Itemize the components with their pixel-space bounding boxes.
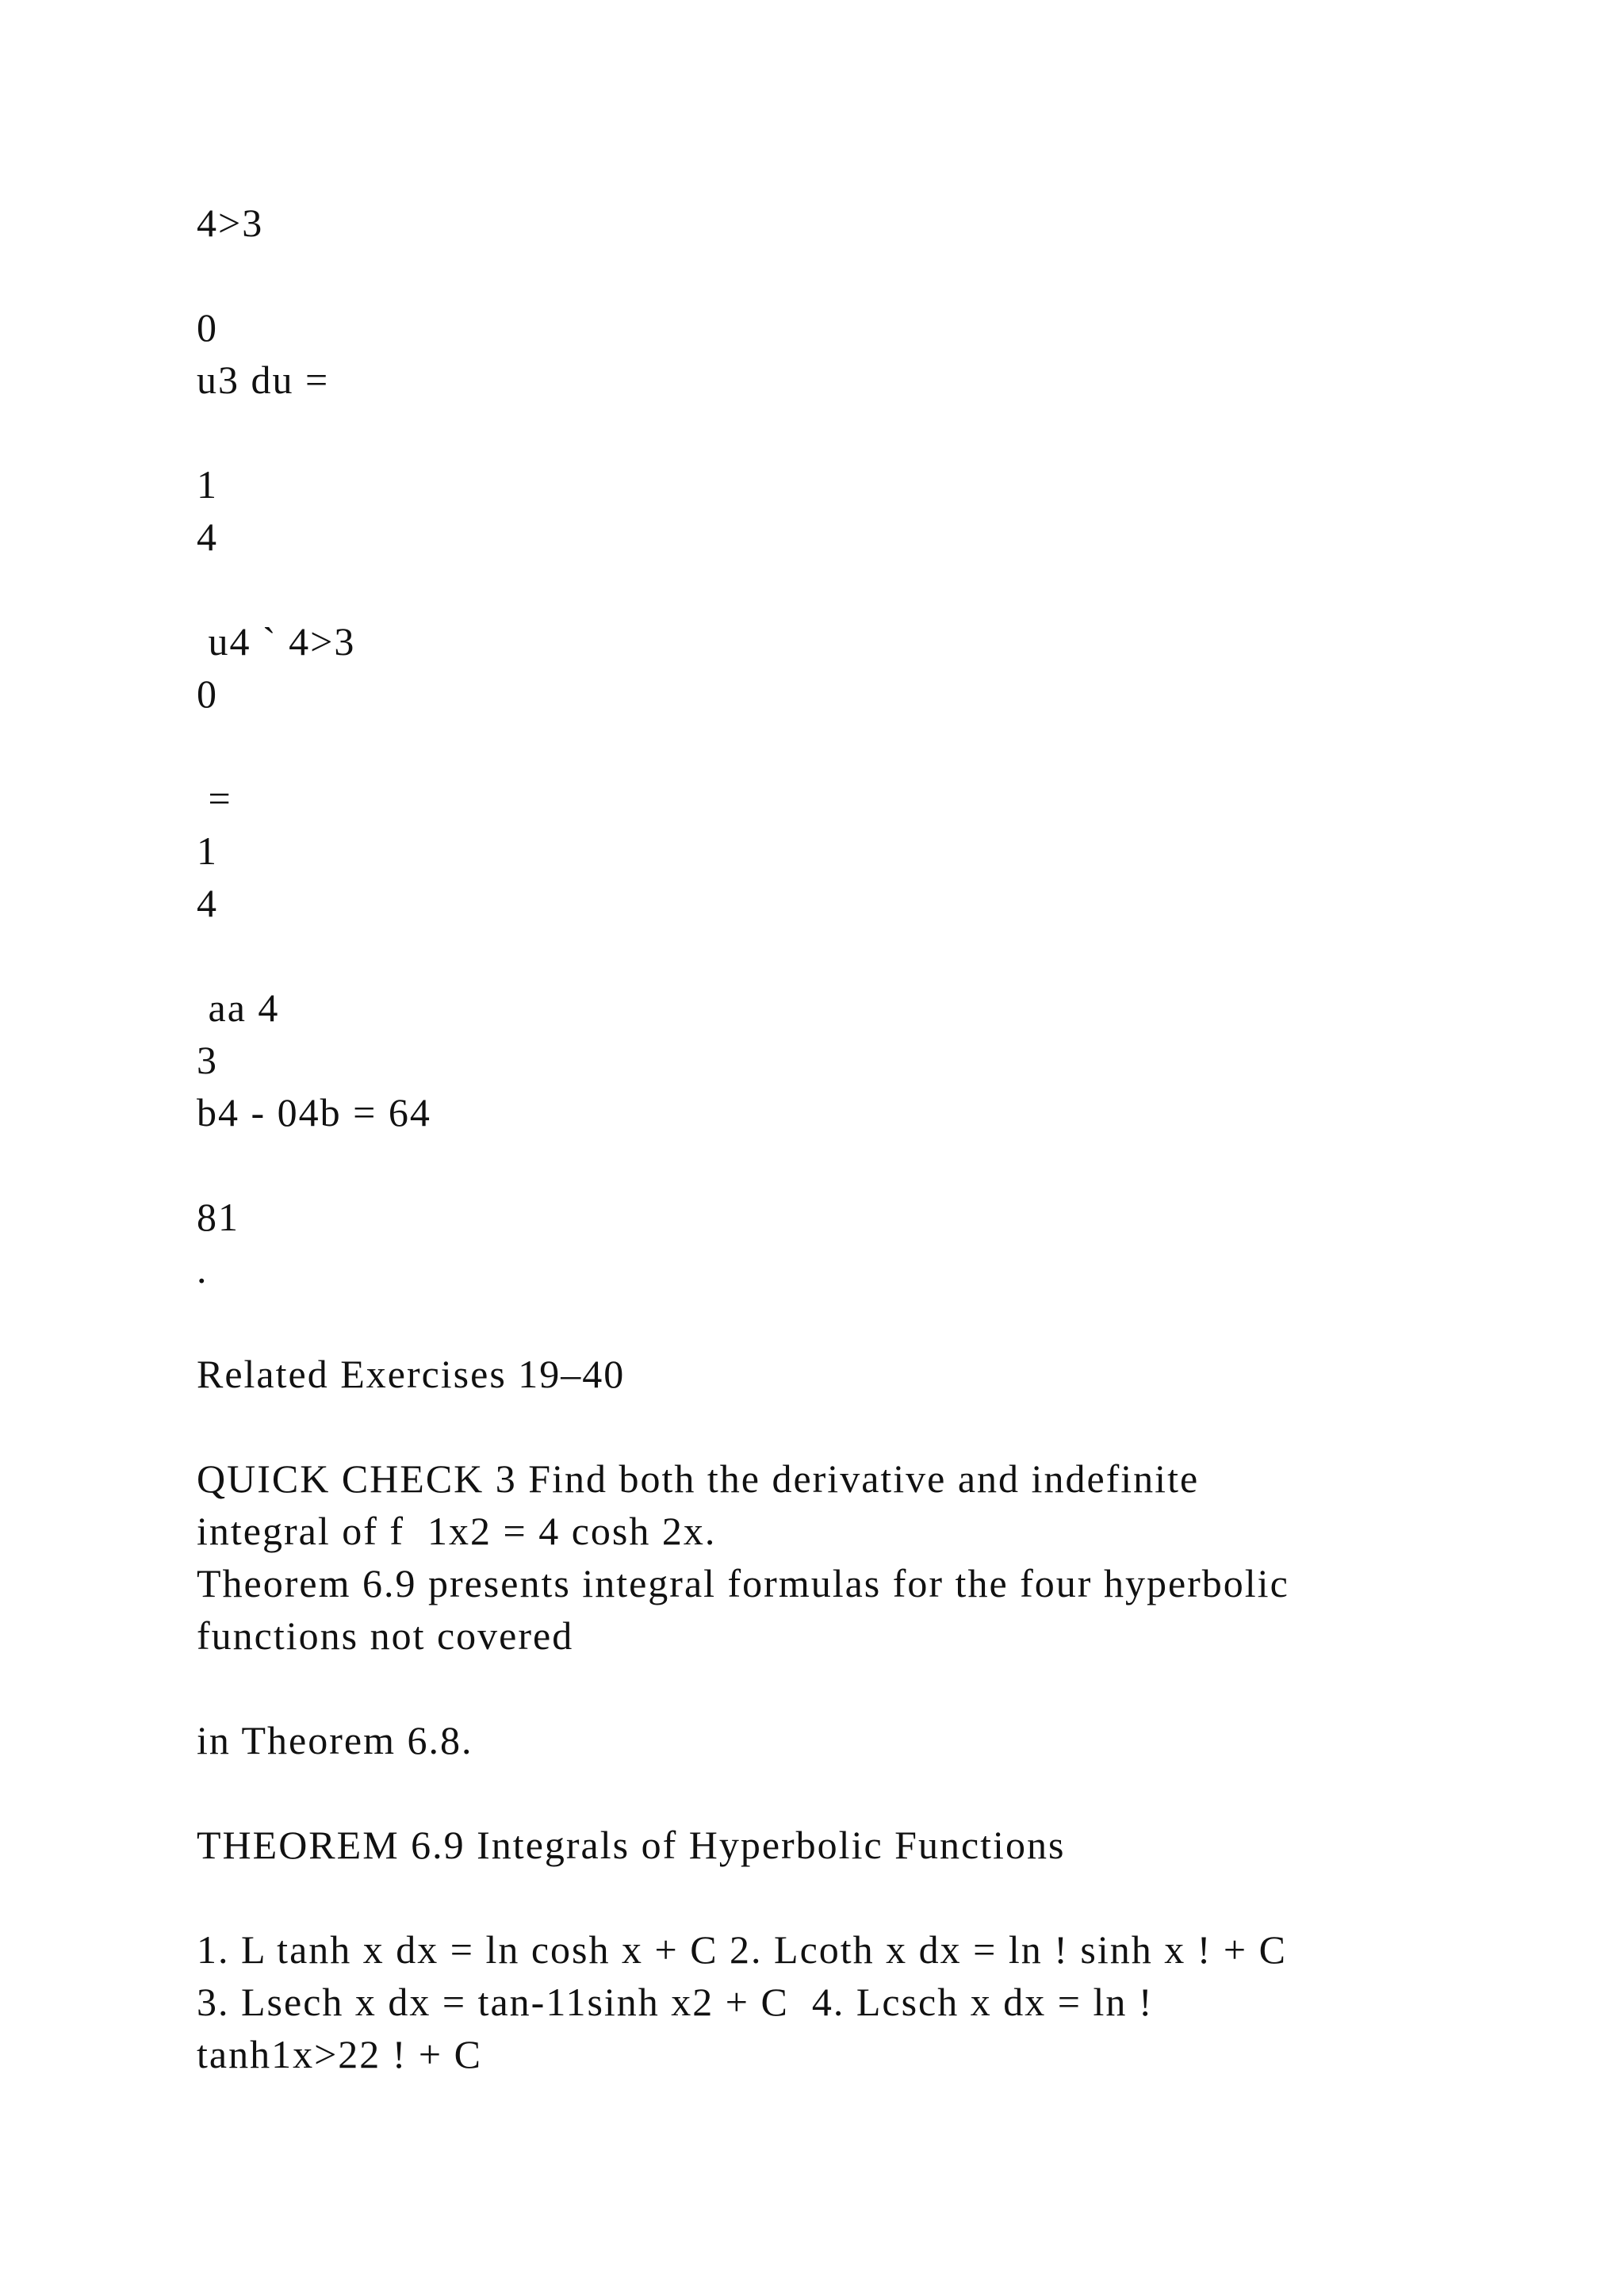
text-line: 0 xyxy=(197,672,218,716)
text-line: 4 xyxy=(197,515,218,559)
text-line: functions not covered xyxy=(197,1613,574,1658)
text-line: in Theorem 6.8. xyxy=(197,1718,473,1762)
text-line: tanh1x>22 ! + C xyxy=(197,2032,482,2076)
text-line: 3 xyxy=(197,1038,218,1082)
text-line: integral of f 1x2 = 4 cosh 2x. xyxy=(197,1509,717,1553)
text-line: u4 ` 4>3 xyxy=(197,619,356,664)
text-line: 0 xyxy=(197,305,218,350)
text-line: 1 xyxy=(197,828,218,873)
text-line: b4 - 04b = 64 xyxy=(197,1090,431,1135)
text-line: 4 xyxy=(197,881,218,925)
text-line: 3. Lsech x dx = tan-11sinh x2 + C 4. Lcsch x dx = ln ! xyxy=(197,1980,1154,2024)
text-line: QUICK CHECK 3 Find both the derivative and indefinite xyxy=(197,1456,1200,1501)
text-line: u3 du = xyxy=(197,358,330,402)
text-line: aa 4 xyxy=(197,985,280,1030)
text-line: Related Exercises 19–40 xyxy=(197,1352,626,1396)
text-line: . xyxy=(197,1247,209,1292)
text-line: THEOREM 6.9 Integrals of Hyperbolic Functions xyxy=(197,1823,1066,1867)
text-line: 81 xyxy=(197,1195,239,1239)
text-line: = xyxy=(197,776,232,821)
text-line: 1. L tanh x dx = ln cosh x + C 2. Lcoth x dx = ln ! sinh x ! + C xyxy=(197,1927,1287,1972)
text-line: 1 xyxy=(197,462,218,507)
text-line: 4>3 xyxy=(197,201,264,245)
text-line: Theorem 6.9 presents integral formulas for the four hyperbolic xyxy=(197,1561,1289,1605)
